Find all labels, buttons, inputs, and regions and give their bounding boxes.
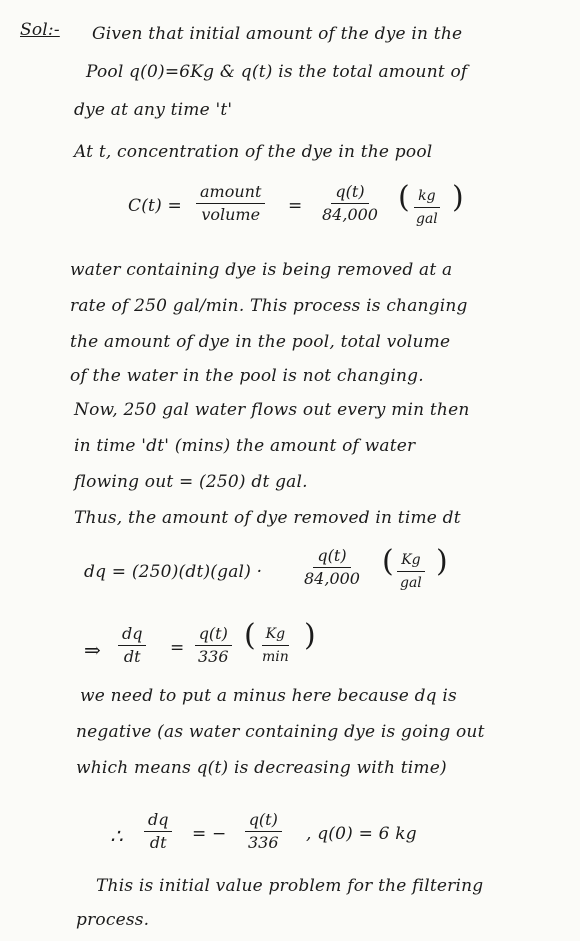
text-line-10: in time 'dt' (mins) the amount of water — [74, 436, 416, 456]
text-line-4: At t, concentration of the dye in the pool — [74, 142, 433, 162]
text-line-15: which means q(t) is decreasing with time) — [76, 758, 447, 778]
unit-fraction — [412, 186, 442, 229]
dq-denominator: 84,000 — [304, 569, 360, 588]
implies-arrow: ⇒ — [84, 638, 101, 662]
left-paren: ( — [398, 180, 410, 215]
unit-gal: gal — [416, 211, 438, 227]
text-line-12: Thus, the amount of dye removed in time dt — [74, 508, 461, 528]
text-line-3: dye at any time 't' — [74, 100, 233, 120]
unit-gal-2: gal — [400, 575, 422, 591]
final-derivative-numerator: dq — [144, 810, 172, 832]
final-derivative-fraction — [144, 810, 172, 853]
right-paren-2: ) — [436, 544, 448, 579]
equals-minus: = − — [192, 824, 227, 844]
amount-volume-fraction — [196, 182, 265, 225]
text-line-14: negative (as water containing dye is going out — [76, 722, 485, 742]
qt-numerator: q(t) — [331, 182, 368, 204]
left-paren-3: ( — [244, 618, 256, 653]
dq-numerator: q(t) — [313, 546, 350, 568]
final-rate-denominator: 336 — [248, 833, 279, 852]
right-paren: ) — [452, 180, 464, 215]
unit-kg-2: Kg — [397, 550, 424, 572]
derivative-fraction — [118, 624, 146, 667]
derivative-denominator: dt — [123, 647, 141, 666]
equals-sign-2: = — [170, 638, 185, 658]
concentration-fraction — [318, 182, 382, 225]
text-line-17: process. — [76, 910, 150, 930]
unit-min-3: min — [262, 649, 289, 665]
unit-kg: kg — [414, 186, 439, 208]
text-line-16: This is initial value problem for the filtering — [96, 876, 484, 896]
dq-fraction — [300, 546, 364, 589]
text-line-5: water containing dye is being removed at a — [70, 260, 453, 280]
initial-condition: , q(0) = 6 kg — [306, 824, 417, 844]
left-paren-2: ( — [382, 544, 394, 579]
derivative-numerator: dq — [118, 624, 146, 646]
right-paren-3: ) — [304, 618, 316, 653]
text-line-7: the amount of dye in the pool, total volume — [70, 332, 451, 352]
text-line-2: Pool q(0)=6Kg & q(t) is the total amount of — [86, 62, 468, 82]
text-line-11: flowing out = (250) dt gal. — [74, 472, 308, 492]
rate-numerator: q(t) — [195, 624, 232, 646]
volume-label: volume — [201, 205, 261, 224]
final-rate-numerator: q(t) — [245, 810, 282, 832]
text-line-6: rate of 250 gal/min. This process is changing — [70, 296, 468, 316]
unit-fraction-2 — [396, 550, 426, 593]
dq-equation-lhs: dq = (250)(dt)(gal) · — [84, 562, 263, 582]
unit-kg-3: Kg — [262, 624, 289, 646]
equals-sign: = — [288, 196, 303, 216]
text-line-9: Now, 250 gal water flows out every min then — [74, 400, 470, 420]
text-line-13: we need to put a minus here because dq is — [80, 686, 457, 706]
solution-label: Sol:- — [20, 20, 60, 40]
final-derivative-denominator: dt — [149, 833, 167, 852]
concentration-lhs: C(t) = — [128, 196, 182, 216]
volume-denominator: 84,000 — [322, 205, 378, 224]
text-line-1: Given that initial amount of the dye in the — [92, 24, 463, 44]
text-line-8: of the water in the pool is not changing. — [70, 366, 424, 386]
rate-denominator: 336 — [198, 647, 229, 666]
unit-fraction-3 — [258, 624, 293, 667]
rate-fraction — [194, 624, 233, 667]
final-rate-fraction — [244, 810, 283, 853]
therefore-symbol: ∴ — [110, 824, 123, 848]
amount-label: amount — [196, 182, 265, 204]
